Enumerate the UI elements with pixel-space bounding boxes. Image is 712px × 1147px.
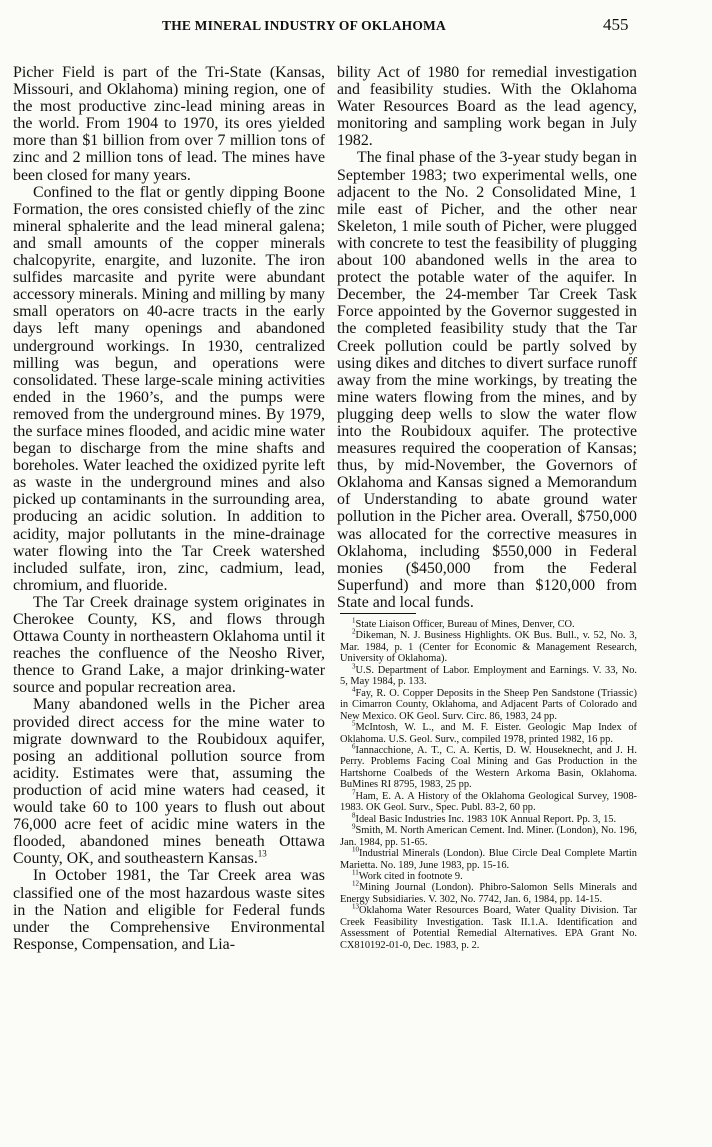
footnote-text: Mining Journal (London). Phibro-Salomon Sells Minerals and Energy Subsidiaries. V. 302, No. 7742, Jan. 6, 1984, pp. 14-15.	[340, 882, 637, 905]
page-header	[0, 15, 712, 44]
footnote-number: 4	[352, 685, 356, 694]
left-column	[13, 64, 325, 953]
paragraph-text: Many abandoned wells in the Picher area provided direct access for the mine water to migrate downward to the Roubidoux aquifer, posing an additional pollution source from acidity. Estimates were that, assuming the production of acid mine waters had ceased, it would take 60 to 100 years to flush out about 76,000 acre feet of acidic mine waters in the flooded, abandoned mines beneath Ottawa County, OK, and southeastern Kansas.	[13, 696, 325, 868]
footnote-number: 3	[352, 662, 356, 671]
footnote	[340, 902, 637, 951]
footnote	[340, 627, 637, 665]
right-column	[337, 64, 637, 611]
footnote-text: McIntosh, W. L., and M. F. Eister. Geologic Map Index of Oklahoma. U.S. Geol. Surv., compiled 1978, printed 1982, 16 pp.	[340, 722, 637, 745]
footnote-text: U.S. Department of Labor. Employment and Earnings. V. 33, No. 5, May 1984, p. 133.	[340, 664, 637, 688]
footnote-text: State Liaison Officer, Bureau of Mines, Denver, CO.	[355, 619, 575, 630]
footnote-text: Smith, M. North American Cement. Ind. Miner. (London), No. 196, Jan. 1984, pp. 51-65.	[340, 825, 637, 848]
footnote	[340, 662, 637, 688]
footnote	[340, 616, 637, 630]
footnote	[340, 742, 637, 791]
footnote	[340, 822, 637, 848]
footnote-text: Ideal Basic Industries Inc. 1983 10K Annual Report. Pp. 3, 15.	[355, 813, 617, 825]
footnote-number: 9	[352, 822, 356, 831]
footnote	[340, 868, 637, 882]
footnote-ref: 13	[257, 849, 267, 860]
footnote-number: 7	[352, 788, 356, 797]
footnote-text: Work cited in footnote 9.	[358, 870, 463, 882]
footnote-number: 5	[352, 719, 356, 728]
footnote-text: Fay, R. O. Copper Deposits in the Sheep Pen Sandstone (Triassic) in Cimarron County, Oklahoma, and Adjacent Parts of Colorado and New Mexico. OK Geol. Surv. Circ. 86, 1983, 24 pp.	[340, 687, 637, 722]
footnote-number: 6	[352, 742, 356, 751]
footnote-text: Ham, E. A. A History of the Oklahoma Geological Survey, 1908-1983. OK Geol. Surv., Spec. Publ. 83-2, 60 pp.	[340, 790, 637, 814]
footnote-text: Iannacchione, A. T., C. A. Kertis, D. W. Houseknecht, and J. H. Perry. Problems Facing Coal Mining and Gas Production in the Hartshorne Coalbeds of the Western Arkoma Basin, Oklahoma. BuMines RI 8795, 1983, 25 pp.	[340, 744, 637, 791]
footnotes	[340, 616, 637, 951]
footnote-number: 10	[352, 845, 359, 854]
footnote	[340, 811, 637, 825]
footnote-number: 11	[352, 868, 359, 877]
footnote-number: 12	[352, 879, 359, 888]
paragraph: The Tar Creek drainage system originates in Cherokee County, KS, and flows through Ottawa County in northeastern Oklahoma until it reaches the confluence of the Neosho River, thence to Grand Lake, a major drinking-water source and popular recreation area.	[13, 593, 325, 697]
footnote-number: 1	[352, 616, 356, 625]
footnote	[340, 719, 637, 745]
paragraph: The final phase of the 3-year study began in September 1983; two experimental wells, one adjacent to the No. 2 Consolidated Mine, 1 mile east of Picher, and the other near Skeleton, 1 mile south of Picher, were plugged with concrete to test the feasibility of plugging about 100 abandoned wells in the area to protect the potable water of the aquifer. In December, the 24-member Tar Creek Task Force appointed by the Governor suggested in the completed feasibility study that the Tar Creek pollution could be partly solved by using dikes and ditches to divert surface runoff away from the mine workings, by treating the mine waters flowing from the mines, and by plugging deep wells to slow the water flow into the Roubidoux aquifer. The protective measures required the cooperation of Kansas; thus, by mid-November, the Governors of Oklahoma and Kansas signed a Memorandum of Understanding to abate ground water pollution in the Picher area. Overall, $750,000 was allocated for the corrective measures in Oklahoma, including $550,000 in Federal monies ($450,000 from the Federal Superfund) and more than $120,000 from State and local funds.	[337, 149, 637, 611]
page-number: 455	[603, 15, 629, 34]
footnote	[340, 788, 637, 814]
paragraph: bility Act of 1980 for remedial investigation and feasibility studies. With the Oklahoma Water Resources Board as the lead agency, monitoring and sampling work began in July 1982.	[337, 64, 637, 150]
footnote	[340, 685, 637, 722]
footnote-text: Industrial Minerals (London). Blue Circle Deal Complete Martin Marietta. No. 189, June 1983, pp. 15-16.	[340, 848, 637, 871]
footnote-number: 8	[352, 811, 356, 820]
paragraph	[13, 696, 325, 867]
footnote	[340, 879, 637, 905]
footnote	[340, 845, 637, 871]
footnote-text: Oklahoma Water Resources Board, Water Quality Division. Tar Creek Feasibility Investigation. Task II.1.A. Identification and Assessment of Potential Remedial Alternatives. EPA Grant No. CX810192-01-0, Dec. 1983, p. 2.	[340, 905, 637, 951]
footnote-text: Dikeman, N. J. Business Highlights. OK Bus. Bull., v. 52, No. 3, Mar. 1984, p. 1 (Center for Economic & Management Research, University of Oklahoma).	[340, 630, 637, 665]
footnote-divider	[340, 613, 416, 614]
paragraph: Picher Field is part of the Tri-State (Kansas, Missouri, and Oklahoma) mining region, one of the most productive zinc-lead mining areas in the world. From 1904 to 1970, its ores yielded more than $1 billion from over 7 million tons of zinc and 2 million tons of lead. The mines have been closed for many years.	[13, 64, 325, 184]
paragraph: In October 1981, the Tar Creek area was classified one of the most hazardous waste sites in the Nation and eligible for Federal funds under the Comprehensive Environmental Response, Compensation, and Lia-	[13, 867, 325, 953]
paragraph: Confined to the flat or gently dipping Boone Formation, the ores consisted chiefly of the zinc mineral sphalerite and the lead mineral galena; and small amounts of the copper minerals chalcopyrite, enargite, and luzonite. The iron sulfides marcasite and pyrite were abundant accessory minerals. Mining and milling by many small operators on 40-acre tracts in the early days left many openings and abandoned underground workings. In 1930, centralized milling was begun, and operations were consolidated. These large-scale mining activities ended in the 1960’s, and the pumps were removed from the underground mines. By 1979, the surface mines flooded, and acidic mine water began to discharge from the mine shafts and boreholes. Water leached the oxidized pyrite left as waste in the underground mines and also picked up contaminants in the surrounding area, producing an acidic solution. In addition to acidity, major pollutants in the mine-drainage water flowing into the Tar Creek watershed included sulfate, iron, zinc, cadmium, lead, chromium, and fluoride.	[13, 183, 325, 594]
footnote-number: 13	[352, 902, 359, 911]
running-title: THE MINERAL INDUSTRY OF OKLAHOMA	[162, 18, 446, 33]
footnote-number: 2	[352, 627, 356, 636]
